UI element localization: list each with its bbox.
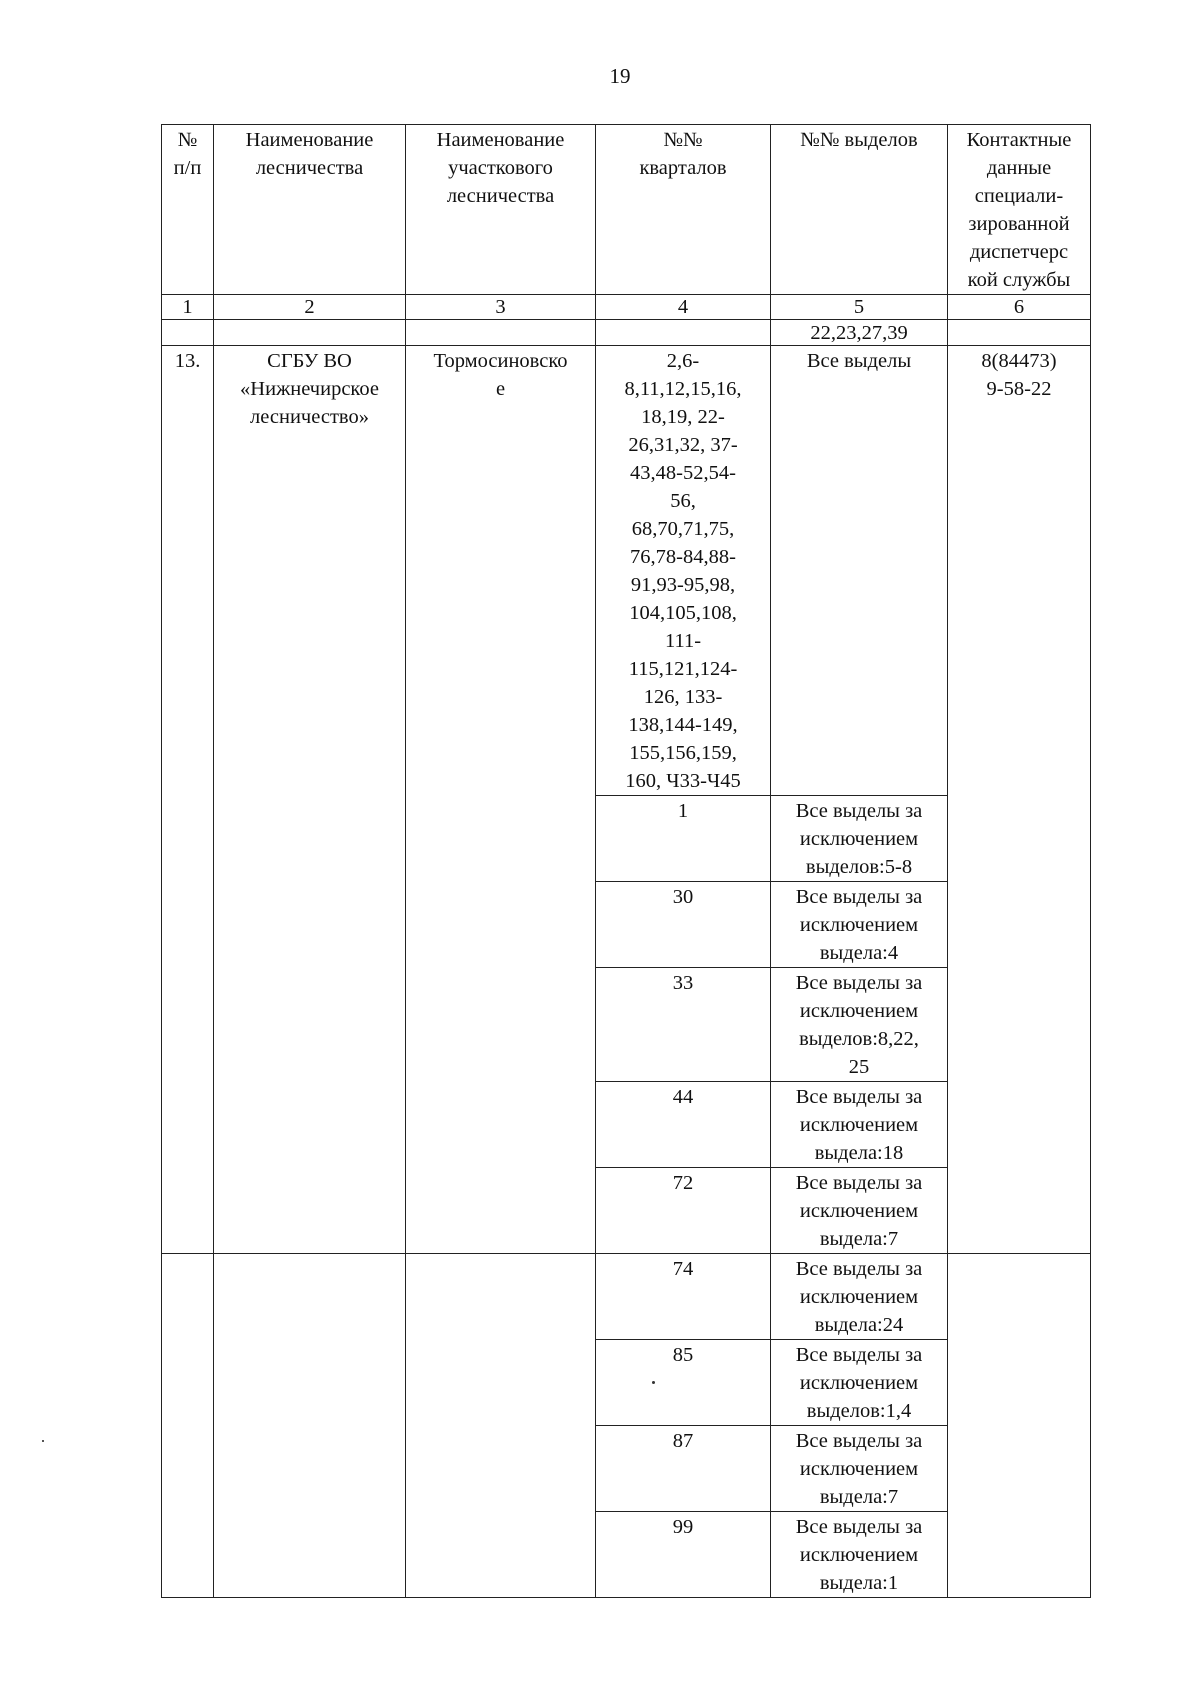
table-cell: [948, 882, 1091, 968]
contact-data: 8(84473) 9-58-22: [948, 346, 1091, 796]
sections-cell: Все выделы за исключением выделов:5-8: [771, 796, 948, 882]
table-cell: [214, 1168, 406, 1254]
table-cell: [214, 1254, 406, 1340]
table-cell: [162, 882, 214, 968]
table-cell: [948, 1340, 1091, 1426]
quarters-cell: 30: [596, 882, 771, 968]
table-cell: [214, 882, 406, 968]
table-cell: [214, 968, 406, 1082]
column-number: 6: [948, 295, 1091, 320]
table-row: [162, 1340, 1091, 1426]
scan-dot-mark: [652, 1381, 655, 1384]
sections-cell: Все выделы за исключением выдела:1: [771, 1512, 948, 1598]
continuation-row: [162, 320, 1091, 346]
column-number: 4: [596, 295, 771, 320]
table-cell: [162, 1512, 214, 1598]
header-number: № п/п: [162, 125, 214, 295]
table-cell: [214, 1426, 406, 1512]
table-cell: [948, 320, 1091, 346]
table-cell: [406, 320, 596, 346]
quarters-cell: 87: [596, 1426, 771, 1512]
quarters-cell: 44: [596, 1082, 771, 1168]
table-cell: [162, 1082, 214, 1168]
header-contacts: Контактные данные специали- зированной диспетчерс кой службы: [948, 125, 1091, 295]
table-cell: [406, 968, 596, 1082]
forestry-table: [161, 124, 1091, 1598]
table-row: [162, 968, 1091, 1082]
quarters-cell: 1: [596, 796, 771, 882]
table-cell: [948, 1254, 1091, 1340]
table-cell: [406, 1168, 596, 1254]
table-cell: [162, 320, 214, 346]
table-cell: [948, 1512, 1091, 1598]
table-row: [162, 346, 1091, 796]
header-district-forestry: Наименование участкового лесничества: [406, 125, 596, 295]
table-cell: [162, 796, 214, 882]
header-quarters: №№ кварталов: [596, 125, 771, 295]
table-cell: [162, 968, 214, 1082]
column-number: 5: [771, 295, 948, 320]
sections-cell: Все выделы за исключением выделов:8,22, 25: [771, 968, 948, 1082]
table-cell: [162, 1426, 214, 1512]
quarters-cell: 85: [596, 1340, 771, 1426]
column-number: 3: [406, 295, 596, 320]
header-row: [162, 125, 1091, 295]
table-row: [162, 1512, 1091, 1598]
column-number-row: [162, 295, 1091, 320]
quarters-cell: 2,6- 8,11,12,15,16, 18,19, 22- 26,31,32, 37- 43,48-52,54- 56, 68,70,71,75, 76,78-84,88- 91,93-95,98, 104,105,108, 111- 115,121,124- 126, 133- 138,144-149, 155,156,159, 160, Ч33-Ч45: [596, 346, 771, 796]
table-row: [162, 1168, 1091, 1254]
header-sections: №№ выделов: [771, 125, 948, 295]
table-cell: [948, 1168, 1091, 1254]
table-cell: [162, 1340, 214, 1426]
sections-cell: Все выделы за исключением выделов:1,4: [771, 1340, 948, 1426]
table-cell: [162, 1254, 214, 1340]
table-row: [162, 1254, 1091, 1340]
table-cell: [406, 1082, 596, 1168]
table-cell: [406, 796, 596, 882]
scan-speck: [42, 1440, 44, 1442]
sections-cell: Все выделы за исключением выдела:7: [771, 1426, 948, 1512]
table-cell: [406, 1254, 596, 1340]
table-cell: [406, 1340, 596, 1426]
sections-cell: Все выделы за исключением выдела:18: [771, 1082, 948, 1168]
table-cell: [948, 796, 1091, 882]
table-cell: [406, 882, 596, 968]
table-cell: [214, 1340, 406, 1426]
column-number: 1: [162, 295, 214, 320]
table-cell: [214, 796, 406, 882]
quarters-cell: 74: [596, 1254, 771, 1340]
table-cell: [214, 1512, 406, 1598]
table-cell: [406, 1426, 596, 1512]
sections-cell: Все выделы за исключением выдела:7: [771, 1168, 948, 1254]
column-number: 2: [214, 295, 406, 320]
table-row: [162, 796, 1091, 882]
table-cell: [406, 1512, 596, 1598]
table-cell: [948, 968, 1091, 1082]
sections-cell: Все выделы за исключением выдела:24: [771, 1254, 948, 1340]
sections-cell: Все выделы за исключением выдела:4: [771, 882, 948, 968]
sections-cell: 22,23,27,39: [771, 320, 948, 346]
page-number: 19: [609, 64, 631, 88]
table-cell: [214, 1082, 406, 1168]
header-forestry: Наименование лесничества: [214, 125, 406, 295]
entry-number: 13.: [162, 346, 214, 796]
table-cell: [214, 320, 406, 346]
quarters-cell: 72: [596, 1168, 771, 1254]
sections-cell: Все выделы: [771, 346, 948, 796]
table-row: [162, 882, 1091, 968]
forestry-name: СГБУ ВО «Нижнечирское лесничество»: [214, 346, 406, 796]
table-cell: [596, 320, 771, 346]
table-cell: [948, 1426, 1091, 1512]
table-cell: [162, 1168, 214, 1254]
table-cell: [948, 1082, 1091, 1168]
quarters-cell: 33: [596, 968, 771, 1082]
district-forestry-name: Тормосиновско е: [406, 346, 596, 796]
table-row: [162, 1082, 1091, 1168]
quarters-cell: 99: [596, 1512, 771, 1598]
table-row: [162, 1426, 1091, 1512]
